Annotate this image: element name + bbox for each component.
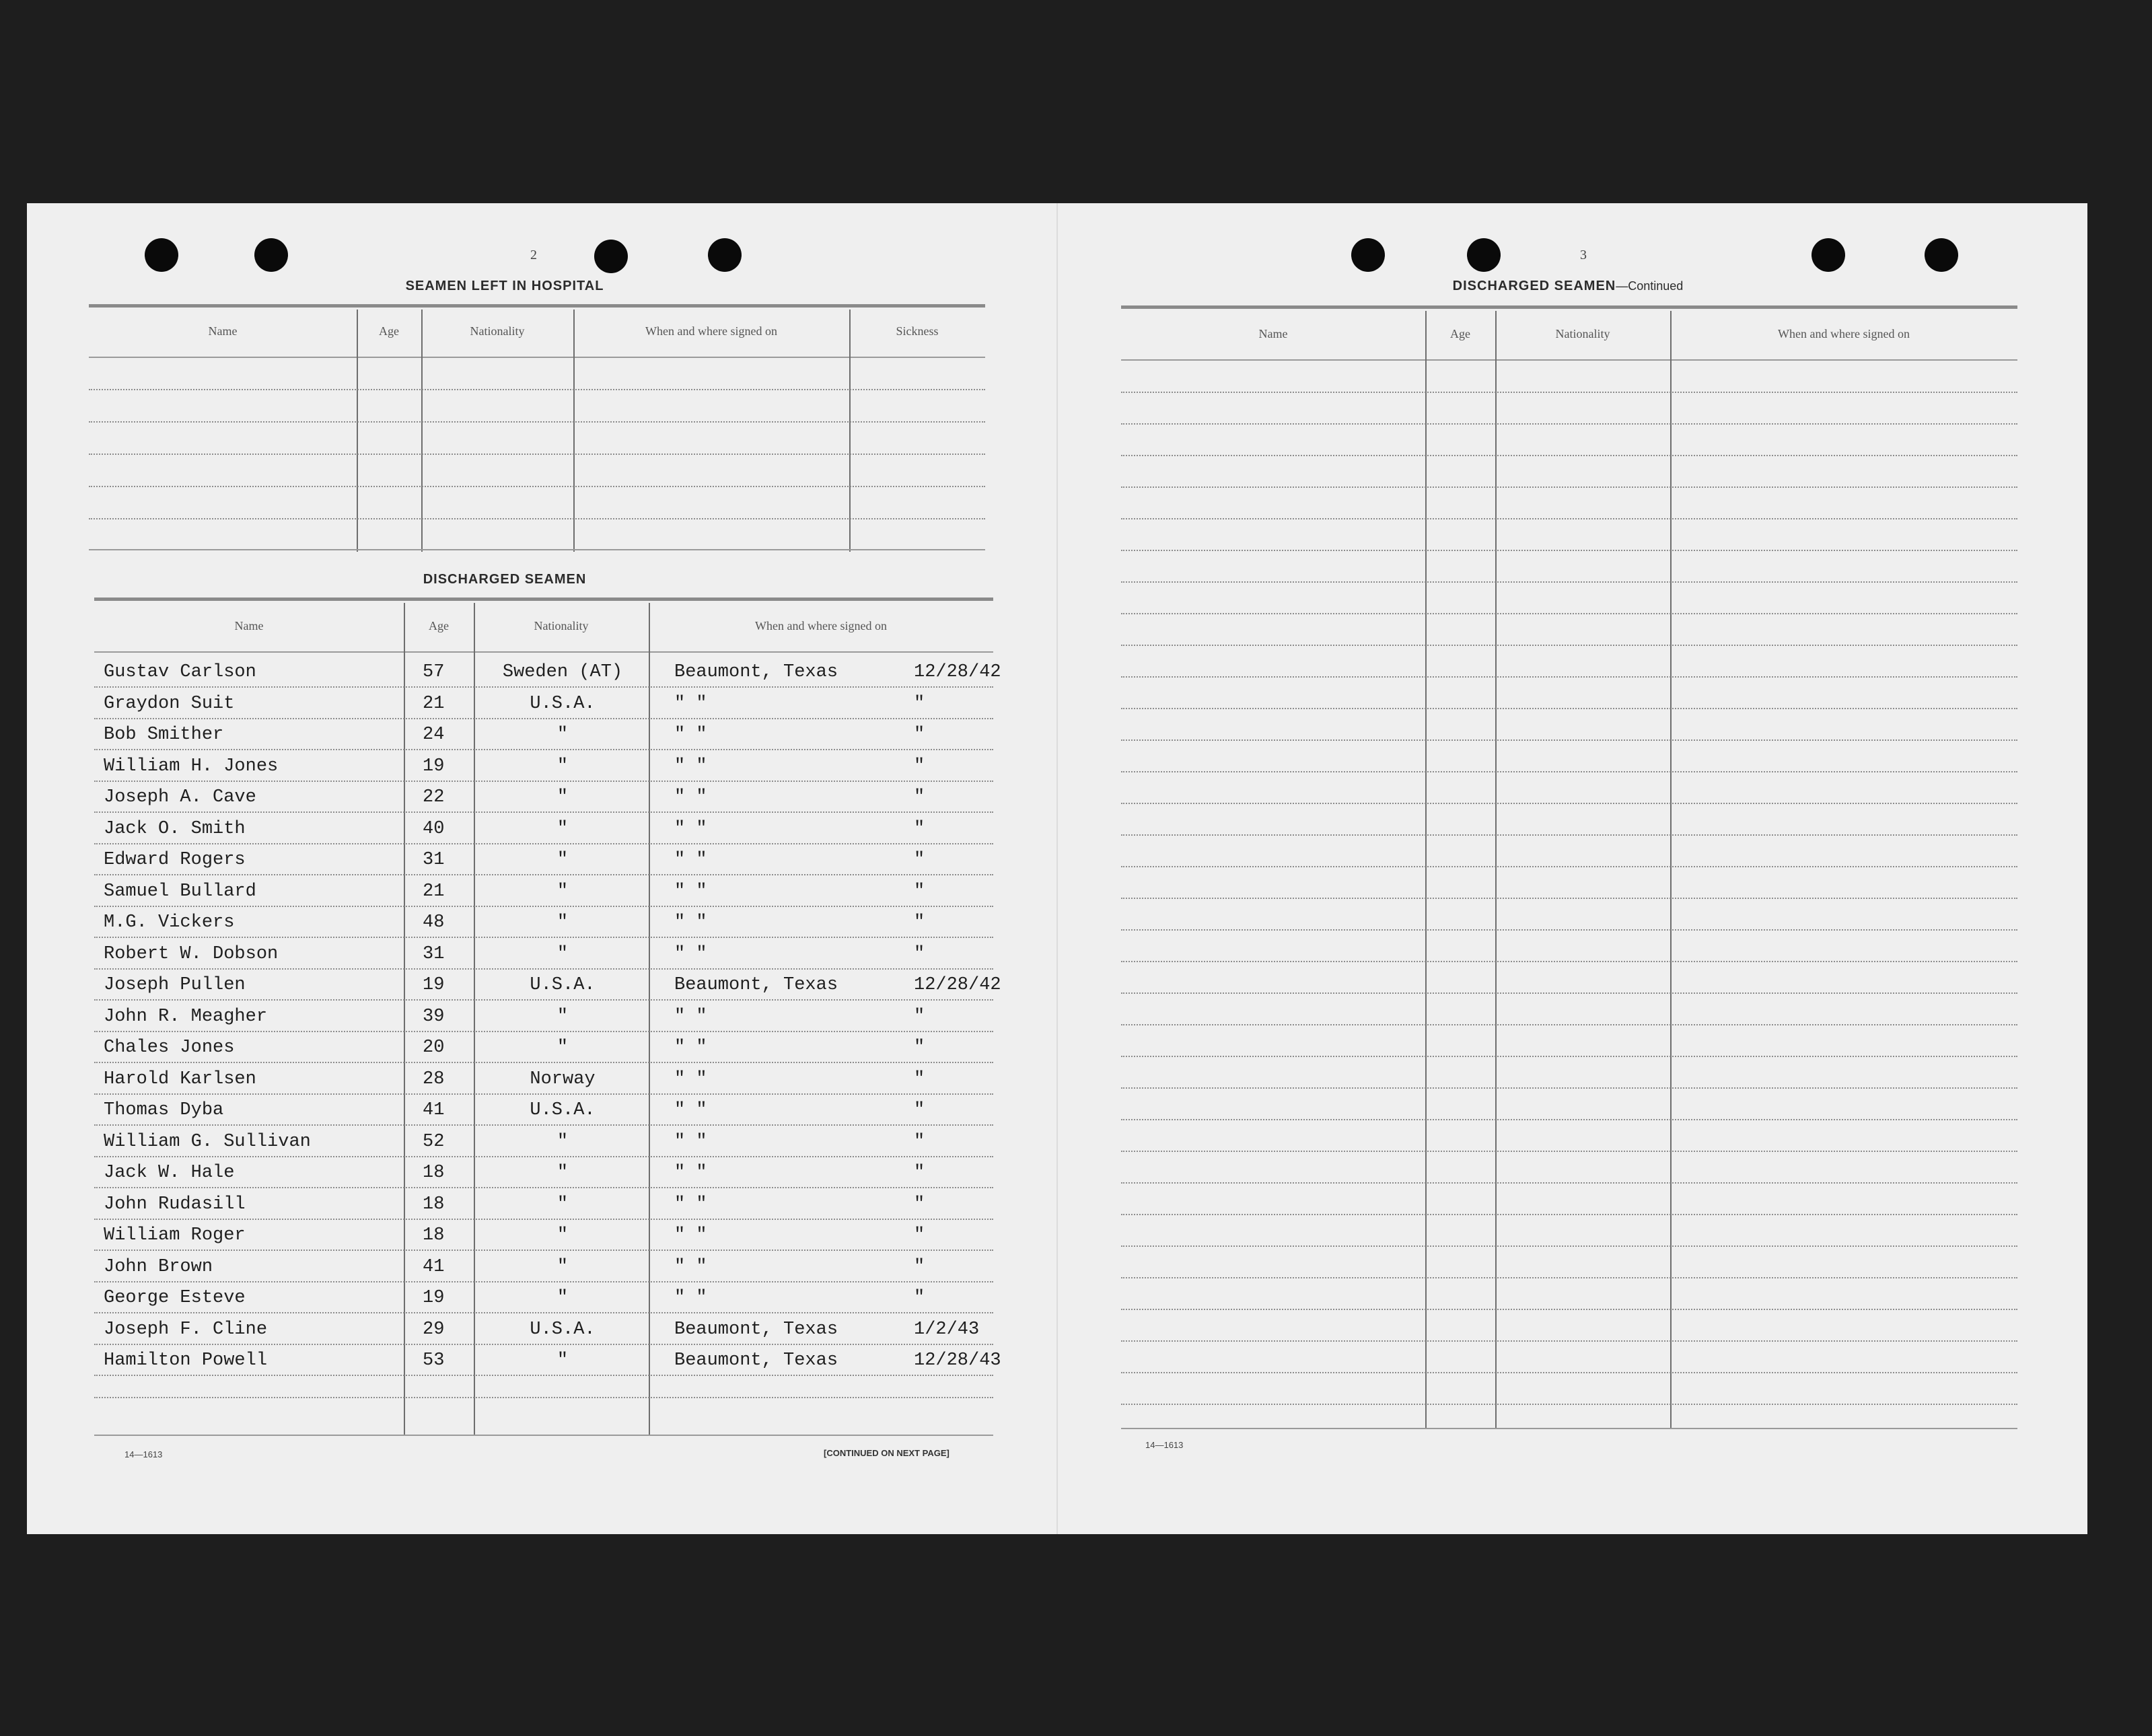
cell-nationality: " [557, 1256, 569, 1277]
discharged-table [94, 598, 1001, 1439]
cell-place: " " [674, 1256, 707, 1277]
cell-date: " [914, 787, 925, 807]
punch-hole [1925, 238, 1958, 272]
table-row [94, 1126, 993, 1157]
col-age: Age [429, 619, 449, 632]
cell-nationality: " [557, 1288, 569, 1308]
hospital-table [89, 304, 985, 553]
cell-place: " " [674, 1194, 707, 1215]
col-nationality: Nationality [534, 619, 589, 632]
table-row [94, 1095, 993, 1126]
table-row [94, 688, 993, 719]
cell-nationality: " [557, 881, 569, 902]
page-number-right: 3 [1580, 248, 1587, 262]
cell-name: Bob Smither [104, 725, 224, 745]
cell-place: " " [674, 818, 707, 839]
cell-date: " [914, 725, 925, 745]
cell-place: " " [674, 1069, 707, 1089]
cell-age: 39 [423, 1006, 445, 1027]
cell-name: Harold Karlsen [104, 1069, 256, 1089]
cell-age: 53 [423, 1350, 445, 1371]
col-nationality: Nationality [470, 324, 525, 338]
table-row [94, 1189, 993, 1220]
cell-date: " [914, 1006, 925, 1027]
cell-place: Beaumont, Texas [674, 662, 838, 682]
cell-place: " " [674, 1038, 707, 1058]
punch-hole [708, 238, 742, 272]
cell-date: " [914, 1069, 925, 1089]
cell-age: 29 [423, 1319, 445, 1340]
cell-nationality: " [557, 943, 569, 964]
cell-nationality: Norway [530, 1069, 596, 1089]
col-signed-on: When and where signed on [1778, 327, 1910, 340]
cell-nationality: " [557, 1131, 569, 1152]
cell-date: " [914, 1100, 925, 1120]
cell-name: Hamilton Powell [104, 1350, 268, 1371]
table-row [94, 1157, 993, 1188]
cell-nationality: Sweden (AT) [502, 662, 623, 682]
cell-date: 1/2/43 [914, 1319, 980, 1340]
cell-date: " [914, 693, 925, 714]
cell-date: " [914, 1225, 925, 1245]
hospital-section-title: SEAMEN LEFT IN HOSPITAL [405, 279, 604, 293]
cell-age: 40 [423, 818, 445, 839]
cell-nationality: " [557, 725, 569, 745]
cell-nationality: " [557, 818, 569, 839]
cell-age: 19 [423, 756, 445, 776]
cell-nationality: U.S.A. [530, 1319, 596, 1340]
cell-age: 18 [423, 1163, 445, 1183]
cell-date: " [914, 756, 925, 776]
table-row [94, 876, 993, 907]
cell-age: 20 [423, 1038, 445, 1058]
cell-place: Beaumont, Texas [674, 1350, 838, 1371]
table-row [94, 813, 993, 844]
cell-age: 57 [423, 662, 445, 682]
cell-name: Jack O. Smith [104, 818, 246, 839]
table-row [94, 939, 993, 970]
cell-name: John Rudasill [104, 1194, 246, 1215]
table-row [94, 1220, 993, 1251]
cell-date: " [914, 912, 925, 933]
cell-nationality: U.S.A. [530, 693, 596, 714]
cell-place: " " [674, 1225, 707, 1245]
continued-note: [CONTINUED ON NEXT PAGE] [824, 1448, 949, 1458]
col-name: Name [234, 619, 264, 632]
cell-age: 31 [423, 850, 445, 870]
cell-age: 22 [423, 787, 445, 807]
cell-name: Jack W. Hale [104, 1163, 235, 1183]
table-row [94, 1064, 993, 1095]
col-nationality: Nationality [1555, 327, 1610, 340]
cell-age: 41 [423, 1256, 445, 1277]
cell-nationality: " [557, 912, 569, 933]
cell-name: Joseph F. Cline [104, 1319, 268, 1340]
cell-date: 12/28/42 [914, 975, 1001, 995]
cell-place: " " [674, 1131, 707, 1152]
cell-name: Joseph A. Cave [104, 787, 256, 807]
cell-place: " " [674, 881, 707, 902]
cell-name: John Brown [104, 1256, 213, 1277]
cell-name: Thomas Dyba [104, 1100, 224, 1120]
cell-nationality: " [557, 1038, 569, 1058]
cell-nationality: " [557, 1006, 569, 1027]
punch-hole [145, 238, 178, 272]
cell-name: M.G. Vickers [104, 912, 235, 933]
col-signed-on: When and where signed on [645, 324, 777, 338]
cell-place: " " [674, 912, 707, 933]
cell-date: " [914, 943, 925, 964]
cell-name: Joseph Pullen [104, 975, 246, 995]
cell-date: 12/28/42 [914, 662, 1001, 682]
table-row [94, 657, 1001, 688]
cell-name: Edward Rogers [104, 850, 246, 870]
punch-hole [1467, 238, 1501, 272]
cell-name: Samuel Bullard [104, 881, 256, 902]
col-name: Name [208, 324, 238, 338]
cell-place: " " [674, 850, 707, 870]
table-row [94, 844, 993, 875]
discharged-continued-title [1359, 279, 1777, 294]
cell-place: " " [674, 1163, 707, 1183]
cell-place: Beaumont, Texas [674, 1319, 838, 1340]
cell-name: William Roger [104, 1225, 246, 1245]
table-row [94, 1314, 993, 1345]
cell-age: 28 [423, 1069, 445, 1089]
title-text: DISCHARGED SEAMEN [1452, 279, 1616, 293]
cell-place: " " [674, 693, 707, 714]
cell-age: 31 [423, 943, 445, 964]
page-fold [1056, 203, 1058, 1534]
cell-date: " [914, 1256, 925, 1277]
table-row [94, 751, 993, 782]
table-row [94, 1282, 993, 1313]
form-number-right: 14—1613 [1145, 1440, 1184, 1450]
cell-place: " " [674, 725, 707, 745]
cell-name: George Esteve [104, 1288, 246, 1308]
cell-age: 18 [423, 1225, 445, 1245]
cell-age: 18 [423, 1194, 445, 1215]
cell-age: 21 [423, 693, 445, 714]
cell-place: " " [674, 1100, 707, 1120]
cell-date: " [914, 818, 925, 839]
cell-place: " " [674, 787, 707, 807]
cell-age: 19 [423, 975, 445, 995]
cell-name: William H. Jones [104, 756, 279, 776]
cell-place: " " [674, 756, 707, 776]
cell-nationality: U.S.A. [530, 975, 596, 995]
cell-age: 41 [423, 1100, 445, 1120]
cell-date: " [914, 881, 925, 902]
punch-hole [254, 238, 288, 272]
page-number-left: 2 [530, 248, 537, 262]
cell-nationality: " [557, 1194, 569, 1215]
col-name: Name [1258, 327, 1288, 340]
table-row [94, 970, 1001, 1001]
punch-hole [1812, 238, 1845, 272]
cell-date: " [914, 1163, 925, 1183]
cell-date: 12/28/43 [914, 1350, 1001, 1371]
title-suffix: —Continued [1616, 279, 1684, 293]
cell-age: 24 [423, 725, 445, 745]
cell-name: Chales Jones [104, 1038, 235, 1058]
cell-date: " [914, 1131, 925, 1152]
cell-place: " " [674, 1288, 707, 1308]
cell-name: Robert W. Dobson [104, 943, 279, 964]
cell-nationality: " [557, 1350, 569, 1371]
cell-nationality: " [557, 787, 569, 807]
cell-age: 21 [423, 881, 445, 902]
cell-name: John R. Meagher [104, 1006, 268, 1027]
cell-nationality: " [557, 756, 569, 776]
table-row [94, 1345, 1001, 1376]
cell-date: " [914, 1288, 925, 1308]
discharged-continued-table [1121, 305, 2017, 1431]
discharged-section-title: DISCHARGED SEAMEN [423, 572, 587, 587]
cell-nationality: " [557, 850, 569, 870]
punch-hole [594, 240, 628, 273]
col-sickness: Sickness [896, 324, 939, 338]
col-age: Age [1450, 327, 1470, 340]
col-age: Age [379, 324, 399, 338]
cell-date: " [914, 850, 925, 870]
cell-age: 48 [423, 912, 445, 933]
cell-name: William G. Sullivan [104, 1131, 311, 1152]
table-row [94, 1032, 993, 1063]
col-signed-on: When and where signed on [755, 619, 887, 632]
cell-nationality: U.S.A. [530, 1100, 596, 1120]
table-row [94, 1252, 993, 1282]
table-row [94, 907, 993, 938]
cell-nationality: " [557, 1163, 569, 1183]
table-row [94, 719, 993, 750]
cell-place: Beaumont, Texas [674, 975, 838, 995]
table-row [94, 782, 993, 813]
cell-date: " [914, 1194, 925, 1215]
table-row [94, 1001, 993, 1032]
cell-date: " [914, 1038, 925, 1058]
cell-name: Gustav Carlson [104, 662, 256, 682]
cell-place: " " [674, 943, 707, 964]
cell-age: 52 [423, 1131, 445, 1152]
cell-name: Graydon Suit [104, 693, 235, 714]
punch-hole [1351, 238, 1385, 272]
cell-nationality: " [557, 1225, 569, 1245]
document-sheet [27, 203, 2087, 1534]
form-number-left: 14—1613 [124, 1449, 163, 1459]
cell-place: " " [674, 1006, 707, 1027]
cell-age: 19 [423, 1288, 445, 1308]
